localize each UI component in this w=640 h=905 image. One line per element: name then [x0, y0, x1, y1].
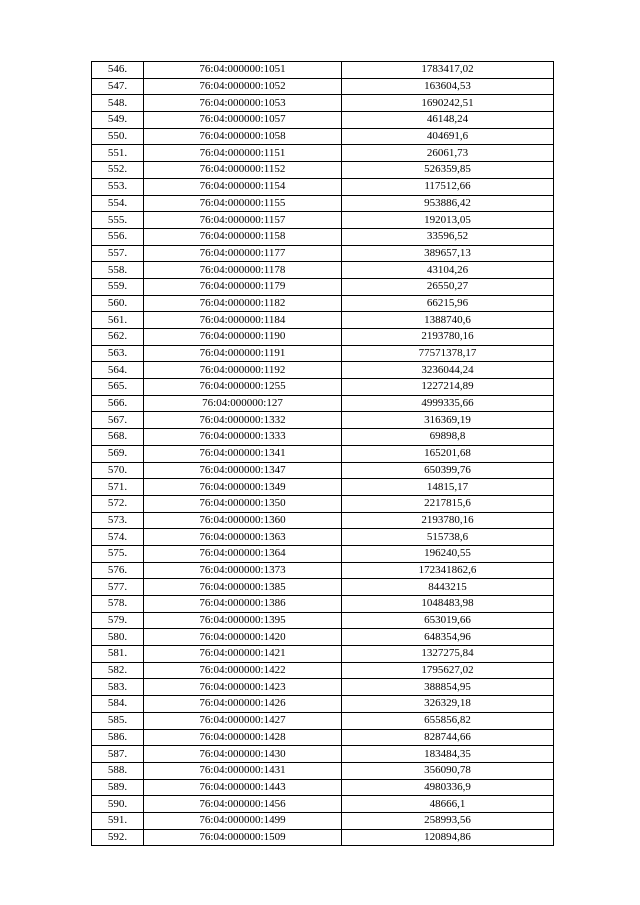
table-row [92, 512, 554, 529]
table-row [92, 495, 554, 512]
row-number-cell: 568. [92, 429, 144, 446]
cadastral-value-cell: 650399,76 [342, 462, 554, 479]
row-number-cell: 587. [92, 746, 144, 763]
cadastral-number-cell: 76:04:000000:1422 [144, 662, 342, 679]
cadastral-value-cell: 14815,17 [342, 479, 554, 496]
row-number-cell: 566. [92, 395, 144, 412]
cadastral-value-cell: 26061,73 [342, 145, 554, 162]
row-number-cell: 574. [92, 529, 144, 546]
cadastral-number-cell: 76:04:000000:1057 [144, 112, 342, 129]
row-number-cell: 580. [92, 629, 144, 646]
cadastral-number-cell: 76:04:000000:1428 [144, 729, 342, 746]
row-number-cell: 585. [92, 712, 144, 729]
cadastral-number-cell: 76:04:000000:1255 [144, 379, 342, 396]
cadastral-number-cell: 76:04:000000:1051 [144, 62, 342, 79]
cadastral-number-cell: 76:04:000000:1395 [144, 612, 342, 629]
cadastral-value-cell: 326329,18 [342, 696, 554, 713]
row-number-cell: 582. [92, 662, 144, 679]
cadastral-number-cell: 76:04:000000:1350 [144, 495, 342, 512]
cadastral-value-cell: 77571378,17 [342, 345, 554, 362]
cadastral-value-cell: 33596,52 [342, 228, 554, 245]
cadastral-value-cell: 648354,96 [342, 629, 554, 646]
table-row [92, 412, 554, 429]
cadastral-value-cell: 1048483,98 [342, 596, 554, 613]
row-number-cell: 554. [92, 195, 144, 212]
cadastral-number-cell: 76:04:000000:1052 [144, 78, 342, 95]
row-number-cell: 581. [92, 646, 144, 663]
table-row [92, 95, 554, 112]
row-number-cell: 577. [92, 579, 144, 596]
cadastral-value-cell: 258993,56 [342, 812, 554, 829]
cadastral-value-cell: 165201,68 [342, 445, 554, 462]
cadastral-number-cell: 76:04:000000:1349 [144, 479, 342, 496]
cadastral-value-cell: 192013,05 [342, 212, 554, 229]
table-row [92, 479, 554, 496]
table-row [92, 78, 554, 95]
cadastral-number-cell: 76:04:000000:1192 [144, 362, 342, 379]
cadastral-value-cell: 1690242,51 [342, 95, 554, 112]
row-number-cell: 562. [92, 329, 144, 346]
cadastral-number-cell: 76:04:000000:1431 [144, 762, 342, 779]
table-row [92, 829, 554, 846]
row-number-cell: 576. [92, 562, 144, 579]
table-row [92, 612, 554, 629]
table-row [92, 212, 554, 229]
row-number-cell: 553. [92, 178, 144, 195]
cadastral-number-cell: 76:04:000000:1363 [144, 529, 342, 546]
cadastral-number-cell: 76:04:000000:1386 [144, 596, 342, 613]
cadastral-value-cell: 2193780,16 [342, 329, 554, 346]
table-row [92, 445, 554, 462]
table-row [92, 262, 554, 279]
table-row [92, 779, 554, 796]
cadastre-value-table [91, 61, 554, 846]
row-number-cell: 558. [92, 262, 144, 279]
cadastral-number-cell: 76:04:000000:1154 [144, 178, 342, 195]
row-number-cell: 569. [92, 445, 144, 462]
row-number-cell: 548. [92, 95, 144, 112]
table-row [92, 662, 554, 679]
table-row [92, 178, 554, 195]
row-number-cell: 578. [92, 596, 144, 613]
cadastral-number-cell: 76:04:000000:1158 [144, 228, 342, 245]
cadastral-number-cell: 76:04:000000:1157 [144, 212, 342, 229]
table-row [92, 295, 554, 312]
cadastral-number-cell: 76:04:000000:1443 [144, 779, 342, 796]
row-number-cell: 565. [92, 379, 144, 396]
cadastral-number-cell: 76:04:000000:1191 [144, 345, 342, 362]
table-row [92, 529, 554, 546]
row-number-cell: 549. [92, 112, 144, 129]
cadastral-value-cell: 828744,66 [342, 729, 554, 746]
cadastral-number-cell: 76:04:000000:1177 [144, 245, 342, 262]
table-row [92, 429, 554, 446]
cadastral-number-cell: 76:04:000000:1155 [144, 195, 342, 212]
row-number-cell: 563. [92, 345, 144, 362]
cadastral-value-cell: 2217815,6 [342, 495, 554, 512]
cadastral-number-cell: 76:04:000000:1179 [144, 278, 342, 295]
cadastral-value-cell: 655856,82 [342, 712, 554, 729]
table-row [92, 278, 554, 295]
table-row [92, 796, 554, 813]
table-row [92, 362, 554, 379]
table-body [92, 62, 554, 846]
row-number-cell: 573. [92, 512, 144, 529]
cadastral-number-cell: 76:04:000000:1360 [144, 512, 342, 529]
table-row [92, 579, 554, 596]
cadastral-number-cell: 76:04:000000:1347 [144, 462, 342, 479]
row-number-cell: 579. [92, 612, 144, 629]
cadastral-value-cell: 2193780,16 [342, 512, 554, 529]
row-number-cell: 557. [92, 245, 144, 262]
cadastral-number-cell: 76:04:000000:1430 [144, 746, 342, 763]
cadastral-value-cell: 46148,24 [342, 112, 554, 129]
row-number-cell: 555. [92, 212, 144, 229]
row-number-cell: 572. [92, 495, 144, 512]
cadastral-value-cell: 8443215 [342, 579, 554, 596]
row-number-cell: 567. [92, 412, 144, 429]
row-number-cell: 590. [92, 796, 144, 813]
cadastral-number-cell: 76:04:000000:1509 [144, 829, 342, 846]
table-row [92, 62, 554, 79]
row-number-cell: 560. [92, 295, 144, 312]
cadastral-number-cell: 76:04:000000:1333 [144, 429, 342, 446]
cadastral-number-cell: 76:04:000000:1341 [144, 445, 342, 462]
cadastral-value-cell: 66215,96 [342, 295, 554, 312]
row-number-cell: 589. [92, 779, 144, 796]
cadastral-number-cell: 76:04:000000:1190 [144, 329, 342, 346]
cadastral-value-cell: 69898,8 [342, 429, 554, 446]
cadastral-value-cell: 1795627,02 [342, 662, 554, 679]
table-row [92, 145, 554, 162]
cadastral-value-cell: 48666,1 [342, 796, 554, 813]
cadastral-value-cell: 3236044,24 [342, 362, 554, 379]
row-number-cell: 552. [92, 162, 144, 179]
cadastral-value-cell: 183484,35 [342, 746, 554, 763]
table-row [92, 629, 554, 646]
cadastral-value-cell: 163604,53 [342, 78, 554, 95]
row-number-cell: 583. [92, 679, 144, 696]
table-row [92, 395, 554, 412]
cadastral-number-cell: 76:04:000000:1364 [144, 545, 342, 562]
cadastral-value-cell: 515738,6 [342, 529, 554, 546]
cadastral-value-cell: 172341862,6 [342, 562, 554, 579]
table-row [92, 245, 554, 262]
table-row [92, 712, 554, 729]
row-number-cell: 586. [92, 729, 144, 746]
cadastral-value-cell: 120894,86 [342, 829, 554, 846]
table-row [92, 379, 554, 396]
row-number-cell: 559. [92, 278, 144, 295]
row-number-cell: 546. [92, 62, 144, 79]
cadastral-value-cell: 196240,55 [342, 545, 554, 562]
table-row [92, 596, 554, 613]
cadastral-number-cell: 76:04:000000:1151 [144, 145, 342, 162]
cadastral-number-cell: 76:04:000000:1499 [144, 812, 342, 829]
table-row [92, 228, 554, 245]
cadastral-value-cell: 117512,66 [342, 178, 554, 195]
cadastral-number-cell: 76:04:000000:1373 [144, 562, 342, 579]
table-row [92, 762, 554, 779]
cadastral-number-cell: 76:04:000000:1053 [144, 95, 342, 112]
cadastral-value-cell: 388854,95 [342, 679, 554, 696]
table-row [92, 195, 554, 212]
table-row [92, 345, 554, 362]
row-number-cell: 550. [92, 128, 144, 145]
row-number-cell: 584. [92, 696, 144, 713]
row-number-cell: 547. [92, 78, 144, 95]
row-number-cell: 575. [92, 545, 144, 562]
cadastral-value-cell: 1327275,84 [342, 646, 554, 663]
row-number-cell: 551. [92, 145, 144, 162]
cadastral-value-cell: 4999335,66 [342, 395, 554, 412]
cadastral-value-cell: 43104,26 [342, 262, 554, 279]
row-number-cell: 570. [92, 462, 144, 479]
row-number-cell: 591. [92, 812, 144, 829]
cadastral-number-cell: 76:04:000000:1182 [144, 295, 342, 312]
cadastral-number-cell: 76:04:000000:1426 [144, 696, 342, 713]
cadastral-value-cell: 26550,27 [342, 278, 554, 295]
cadastral-number-cell: 76:04:000000:1427 [144, 712, 342, 729]
table-row [92, 128, 554, 145]
cadastral-value-cell: 404691,6 [342, 128, 554, 145]
table-row [92, 746, 554, 763]
cadastral-number-cell: 76:04:000000:1184 [144, 312, 342, 329]
cadastral-number-cell: 76:04:000000:1420 [144, 629, 342, 646]
table-row [92, 112, 554, 129]
cadastral-value-cell: 1388740,6 [342, 312, 554, 329]
row-number-cell: 588. [92, 762, 144, 779]
cadastral-number-cell: 76:04:000000:1152 [144, 162, 342, 179]
cadastral-number-cell: 76:04:000000:1421 [144, 646, 342, 663]
cadastral-number-cell: 76:04:000000:1423 [144, 679, 342, 696]
cadastral-value-cell: 526359,85 [342, 162, 554, 179]
cadastral-number-cell: 76:04:000000:1385 [144, 579, 342, 596]
table-row [92, 545, 554, 562]
cadastral-value-cell: 653019,66 [342, 612, 554, 629]
cadastral-value-cell: 1783417,02 [342, 62, 554, 79]
table-row [92, 312, 554, 329]
table-row [92, 812, 554, 829]
cadastral-value-cell: 389657,13 [342, 245, 554, 262]
table-row [92, 679, 554, 696]
row-number-cell: 592. [92, 829, 144, 846]
cadastral-number-cell: 76:04:000000:127 [144, 395, 342, 412]
table-row [92, 329, 554, 346]
row-number-cell: 571. [92, 479, 144, 496]
cadastral-value-cell: 356090,78 [342, 762, 554, 779]
cadastral-number-cell: 76:04:000000:1332 [144, 412, 342, 429]
table-row [92, 696, 554, 713]
cadastral-value-cell: 316369,19 [342, 412, 554, 429]
table-row [92, 162, 554, 179]
table-row [92, 562, 554, 579]
cadastral-number-cell: 76:04:000000:1058 [144, 128, 342, 145]
cadastral-value-cell: 953886,42 [342, 195, 554, 212]
row-number-cell: 561. [92, 312, 144, 329]
cadastral-value-cell: 1227214,89 [342, 379, 554, 396]
table-row [92, 646, 554, 663]
cadastral-number-cell: 76:04:000000:1456 [144, 796, 342, 813]
row-number-cell: 556. [92, 228, 144, 245]
cadastral-value-cell: 4980336,9 [342, 779, 554, 796]
cadastral-number-cell: 76:04:000000:1178 [144, 262, 342, 279]
row-number-cell: 564. [92, 362, 144, 379]
table-row [92, 462, 554, 479]
table-row [92, 729, 554, 746]
